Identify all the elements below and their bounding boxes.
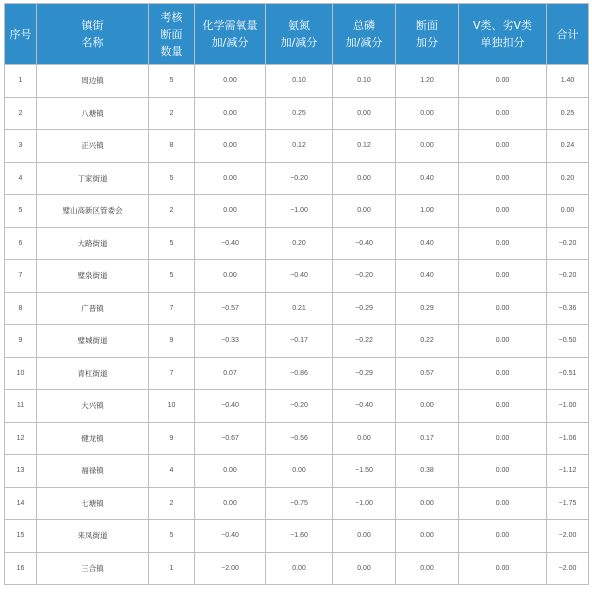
header-town-name	[37, 4, 149, 65]
cell-section-count: 9	[149, 325, 195, 358]
cell-class-v-deduction: 0.00	[459, 292, 547, 325]
cell-section-bonus: 0.38	[396, 455, 459, 488]
cell-cod-score: 0.00	[195, 455, 266, 488]
table-row	[5, 97, 589, 130]
header-class-v-deduction-line: V类、劣V类	[472, 19, 533, 32]
cell-index: 7	[5, 260, 37, 293]
cell-total: 0.25	[547, 97, 589, 130]
cell-total: −0.20	[547, 227, 589, 260]
cell-section-count: 5	[149, 260, 195, 293]
cell-class-v-deduction: 0.00	[459, 357, 547, 390]
cell-ammonia-score: 0.00	[266, 552, 333, 585]
cell-class-v-deduction: 0.00	[459, 65, 547, 98]
cell-section-count: 2	[149, 97, 195, 130]
cell-section-bonus: 0.00	[396, 487, 459, 520]
cell-town-name: 大兴镇	[37, 390, 149, 423]
cell-phosphorus-score: −0.29	[333, 292, 396, 325]
cell-section-count: 10	[149, 390, 195, 423]
table-row	[5, 130, 589, 163]
cell-section-bonus: 0.40	[396, 260, 459, 293]
cell-index: 13	[5, 455, 37, 488]
cell-ammonia-score: −0.56	[266, 422, 333, 455]
cell-class-v-deduction: 0.00	[459, 260, 547, 293]
cell-total: 0.24	[547, 130, 589, 163]
cell-section-bonus: 0.00	[396, 130, 459, 163]
cell-town-name: 七塘镇	[37, 487, 149, 520]
cell-class-v-deduction: 0.00	[459, 195, 547, 228]
cell-cod-score: −2.00	[195, 552, 266, 585]
table-row	[5, 195, 589, 228]
cell-cod-score: 0.00	[195, 130, 266, 163]
cell-total: −1.00	[547, 390, 589, 423]
cell-section-count: 9	[149, 422, 195, 455]
cell-phosphorus-score: −1.50	[333, 455, 396, 488]
cell-phosphorus-score: 0.00	[333, 195, 396, 228]
cell-index: 16	[5, 552, 37, 585]
cell-cod-score: 0.00	[195, 195, 266, 228]
cell-town-name: 正兴镇	[37, 130, 149, 163]
cell-phosphorus-score: −0.22	[333, 325, 396, 358]
cell-ammonia-score: 0.12	[266, 130, 333, 163]
header-phosphorus-score-line: 总磷	[353, 19, 375, 32]
header-section-count-line: 数量	[160, 44, 183, 58]
cell-phosphorus-score: −0.29	[333, 357, 396, 390]
cell-section-bonus: 0.00	[396, 390, 459, 423]
cell-phosphorus-score: −0.40	[333, 390, 396, 423]
cell-town-name: 广普镇	[37, 292, 149, 325]
cell-section-bonus: 0.40	[396, 227, 459, 260]
cell-cod-score: −0.67	[195, 422, 266, 455]
table-body	[5, 65, 589, 585]
cell-section-bonus: 0.57	[396, 357, 459, 390]
header-phosphorus-score	[333, 4, 396, 65]
header-section-count	[149, 4, 195, 65]
cell-cod-score: 0.00	[195, 260, 266, 293]
header-class-v-deduction	[459, 4, 547, 65]
cell-total: −0.20	[547, 260, 589, 293]
cell-section-count: 7	[149, 292, 195, 325]
cell-town-name: 来凤街道	[37, 520, 149, 553]
cell-index: 4	[5, 162, 37, 195]
cell-town-name: 璧泉街道	[37, 260, 149, 293]
cell-total: −0.50	[547, 325, 589, 358]
cell-town-name: 丁家街道	[37, 162, 149, 195]
cell-cod-score: 0.00	[195, 162, 266, 195]
cell-section-bonus: 1.00	[396, 195, 459, 228]
cell-total: −1.12	[547, 455, 589, 488]
cell-ammonia-score: 0.20	[266, 227, 333, 260]
header-section-count-line: 考核	[160, 10, 183, 24]
cell-cod-score: −0.33	[195, 325, 266, 358]
cell-index: 12	[5, 422, 37, 455]
cell-cod-score: 0.00	[195, 97, 266, 130]
header-total	[547, 4, 589, 65]
cell-index: 14	[5, 487, 37, 520]
table-row	[5, 162, 589, 195]
table-container	[4, 3, 589, 585]
header-town-name-line: 镇街	[81, 19, 104, 32]
header-section-bonus	[396, 4, 459, 65]
cell-class-v-deduction: 0.00	[459, 227, 547, 260]
cell-town-name: 青杠街道	[37, 357, 149, 390]
cell-cod-score: −0.40	[195, 390, 266, 423]
cell-total: 0.20	[547, 162, 589, 195]
cell-index: 5	[5, 195, 37, 228]
cell-class-v-deduction: 0.00	[459, 130, 547, 163]
cell-phosphorus-score: 0.00	[333, 520, 396, 553]
cell-section-bonus: 0.17	[396, 422, 459, 455]
header-cod-score-line: 加/减分	[211, 36, 249, 49]
cell-section-count: 2	[149, 487, 195, 520]
cell-section-count: 5	[149, 520, 195, 553]
cell-ammonia-score: 0.21	[266, 292, 333, 325]
cell-class-v-deduction: 0.00	[459, 325, 547, 358]
cell-index: 15	[5, 520, 37, 553]
cell-total: −2.00	[547, 552, 589, 585]
cell-ammonia-score: −0.75	[266, 487, 333, 520]
cell-cod-score: 0.00	[195, 487, 266, 520]
cell-total: −2.00	[547, 520, 589, 553]
cell-section-count: 5	[149, 162, 195, 195]
cell-class-v-deduction: 0.00	[459, 422, 547, 455]
cell-town-name: 璧山高新区管委会	[37, 195, 149, 228]
cell-section-count: 5	[149, 65, 195, 98]
cell-ammonia-score: −1.60	[266, 520, 333, 553]
cell-cod-score: 0.00	[195, 65, 266, 98]
cell-town-name: 健龙镇	[37, 422, 149, 455]
header-total-line: 合计	[556, 27, 579, 41]
header-index	[5, 4, 37, 65]
cell-total: 0.00	[547, 195, 589, 228]
score-table	[4, 3, 589, 585]
cell-index: 3	[5, 130, 37, 163]
cell-ammonia-score: −0.20	[266, 162, 333, 195]
cell-section-bonus: 1.20	[396, 65, 459, 98]
table-row	[5, 455, 589, 488]
cell-total: −0.51	[547, 357, 589, 390]
table-row	[5, 487, 589, 520]
cell-town-name: 福禄镇	[37, 455, 149, 488]
cell-index: 2	[5, 97, 37, 130]
cell-index: 10	[5, 357, 37, 390]
table-row	[5, 520, 589, 553]
cell-index: 9	[5, 325, 37, 358]
cell-section-count: 8	[149, 130, 195, 163]
header-cod-score	[195, 4, 266, 65]
table-row	[5, 292, 589, 325]
cell-section-bonus: 0.00	[396, 97, 459, 130]
cell-cod-score: −0.40	[195, 227, 266, 260]
cell-section-bonus: 0.00	[396, 552, 459, 585]
cell-phosphorus-score: 0.12	[333, 130, 396, 163]
cell-total: 1.40	[547, 65, 589, 98]
table-row	[5, 260, 589, 293]
cell-total: −0.36	[547, 292, 589, 325]
cell-total: −1.06	[547, 422, 589, 455]
cell-phosphorus-score: 0.00	[333, 552, 396, 585]
table-row	[5, 390, 589, 423]
cell-cod-score: 0.07	[195, 357, 266, 390]
cell-section-count: 1	[149, 552, 195, 585]
cell-ammonia-score: 0.10	[266, 65, 333, 98]
cell-class-v-deduction: 0.00	[459, 520, 547, 553]
cell-ammonia-score: −0.20	[266, 390, 333, 423]
cell-class-v-deduction: 0.00	[459, 97, 547, 130]
cell-total: −1.75	[547, 487, 589, 520]
cell-section-count: 7	[149, 357, 195, 390]
cell-index: 1	[5, 65, 37, 98]
cell-ammonia-score: −1.00	[266, 195, 333, 228]
cell-ammonia-score: −0.17	[266, 325, 333, 358]
cell-section-count: 5	[149, 227, 195, 260]
cell-index: 6	[5, 227, 37, 260]
table-row	[5, 325, 589, 358]
header-phosphorus-score-line: 加/减分	[345, 36, 383, 49]
header-section-bonus-line: 加分	[416, 36, 438, 49]
cell-class-v-deduction: 0.00	[459, 552, 547, 585]
cell-section-bonus: 0.40	[396, 162, 459, 195]
cell-ammonia-score: −0.40	[266, 260, 333, 293]
header-section-bonus-line: 断面	[416, 19, 438, 32]
table-row	[5, 227, 589, 260]
cell-section-bonus: 0.29	[396, 292, 459, 325]
cell-class-v-deduction: 0.00	[459, 162, 547, 195]
table-row	[5, 65, 589, 98]
header-ammonia-score-line: 加/减分	[280, 36, 318, 49]
cell-index: 11	[5, 390, 37, 423]
cell-phosphorus-score: −1.00	[333, 487, 396, 520]
cell-class-v-deduction: 0.00	[459, 455, 547, 488]
cell-phosphorus-score: 0.00	[333, 97, 396, 130]
cell-section-count: 4	[149, 455, 195, 488]
cell-phosphorus-score: 0.00	[333, 162, 396, 195]
cell-cod-score: −0.40	[195, 520, 266, 553]
header-ammonia-score-line: 氨氮	[288, 19, 310, 32]
header-section-count-line: 断面	[160, 27, 183, 41]
cell-town-name: 璧城街道	[37, 325, 149, 358]
cell-ammonia-score: 0.25	[266, 97, 333, 130]
cell-index: 8	[5, 292, 37, 325]
table-row	[5, 552, 589, 585]
cell-town-name: 大路街道	[37, 227, 149, 260]
header-cod-score-line: 化学需氧量	[202, 19, 258, 32]
table-row	[5, 422, 589, 455]
cell-section-bonus: 0.00	[396, 520, 459, 553]
cell-town-name: 周边镇	[37, 65, 149, 98]
cell-class-v-deduction: 0.00	[459, 390, 547, 423]
cell-town-name: 三合镇	[37, 552, 149, 585]
header-town-name-line: 名称	[81, 36, 104, 49]
cell-town-name: 八塘镇	[37, 97, 149, 130]
cell-ammonia-score: 0.00	[266, 455, 333, 488]
table-row	[5, 357, 589, 390]
header-row	[5, 4, 589, 65]
cell-section-bonus: 0.22	[396, 325, 459, 358]
cell-phosphorus-score: −0.20	[333, 260, 396, 293]
cell-class-v-deduction: 0.00	[459, 487, 547, 520]
header-index-line: 序号	[9, 27, 32, 41]
header-ammonia-score	[266, 4, 333, 65]
cell-cod-score: −0.57	[195, 292, 266, 325]
cell-phosphorus-score: 0.10	[333, 65, 396, 98]
cell-phosphorus-score: −0.40	[333, 227, 396, 260]
header-class-v-deduction-line: 单独扣分	[480, 36, 525, 49]
cell-phosphorus-score: 0.00	[333, 422, 396, 455]
cell-section-count: 2	[149, 195, 195, 228]
cell-ammonia-score: −0.86	[266, 357, 333, 390]
